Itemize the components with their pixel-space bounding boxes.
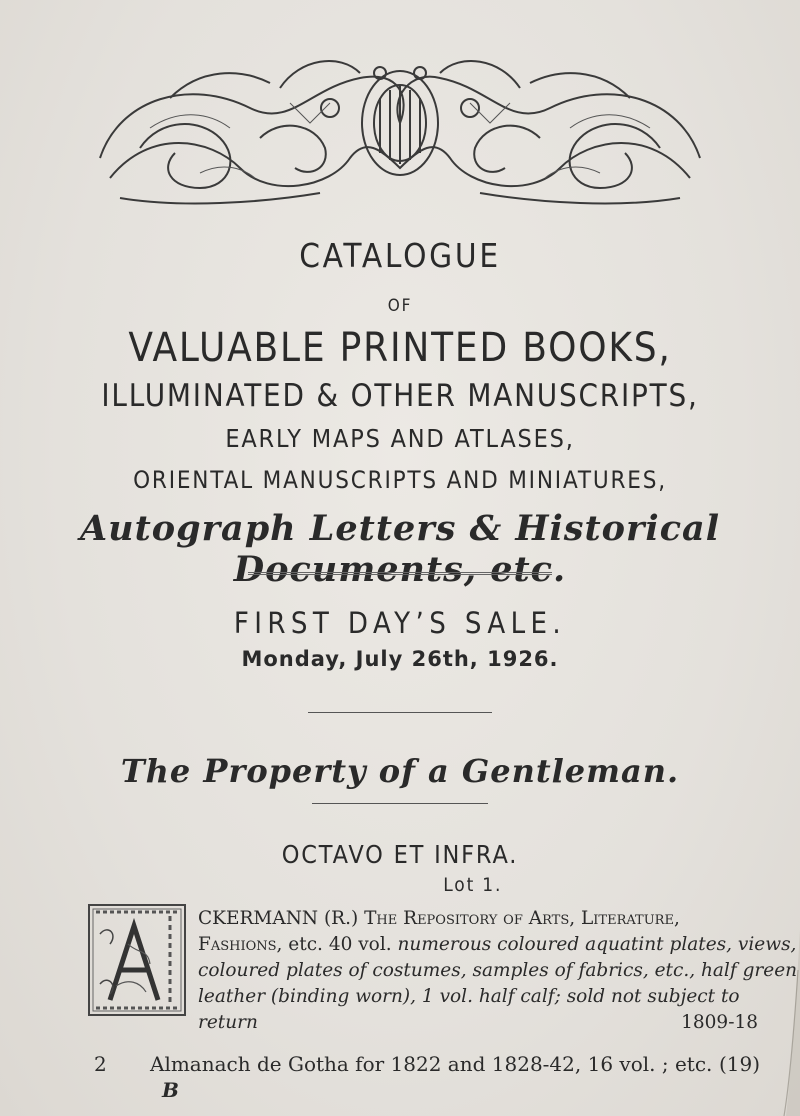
headpiece-ornament [80,28,720,218]
lot-1-date: 1809-18 [681,1012,758,1033]
title-line-4: ORIENTAL MANUSCRIPTS AND MINIATURES, [133,466,667,494]
title-line-2: ILLUMINATED & OTHER MANUSCRIPTS, [101,378,699,414]
divider-rule [312,803,488,804]
lot-1-line-2 [198,932,797,958]
divider-rule [308,712,492,713]
lot-2-description: Almanach de Gotha for 1822 and 1828-42, 16 vol. ; etc. [150,1052,713,1076]
lot-1-volumes: , etc. 40 vol. [276,934,398,955]
lot-label: Lot 1. [443,874,503,896]
sale-date: Monday, July 26th, 1926. [241,647,559,671]
lot-1-return-note: return [198,1012,258,1033]
section-title: OCTAVO ET INFRA. [281,840,519,869]
lot-1-line-4: leather (binding worn), 1 vol. half calf; sold not subject to [198,986,740,1007]
of-text: OF [387,296,413,316]
lot-1-author: CKERMANN (R.) [198,908,365,929]
lot-1-description: numerous coloured aquatint plates, views, [397,934,797,955]
signature-mark: B [162,1078,179,1102]
title-line-5: Autograph Letters & Historical Documents, etc. [79,508,720,590]
catalogue-heading: CATALOGUE [299,236,501,275]
lot-1-line-5 [198,1010,758,1036]
title-line-3: EARLY MAPS AND ATLASES, [225,424,575,453]
lot-1-line-1 [198,906,758,932]
page-fold-shadow [700,930,800,1116]
sale-title: FIRST DAY’S SALE. [233,606,567,640]
lot-2-number: 2 [94,1052,107,1076]
lot-2 [94,1052,760,1076]
lot-1-line-3: coloured plates of costumes, samples of fabrics, etc., half green [198,960,798,981]
lot-1-title: The Repository of Arts, Literature, [364,908,680,929]
lot-1-title-cont: Fashions [198,934,277,955]
lot-2-price: (19) [718,1052,760,1076]
divider-rule [248,572,552,575]
property-heading: The Property of a Gentleman. [120,752,680,790]
title-line-1: VALUABLE PRINTED BOOKS, [128,325,672,371]
decorated-initial-a [88,904,186,1016]
